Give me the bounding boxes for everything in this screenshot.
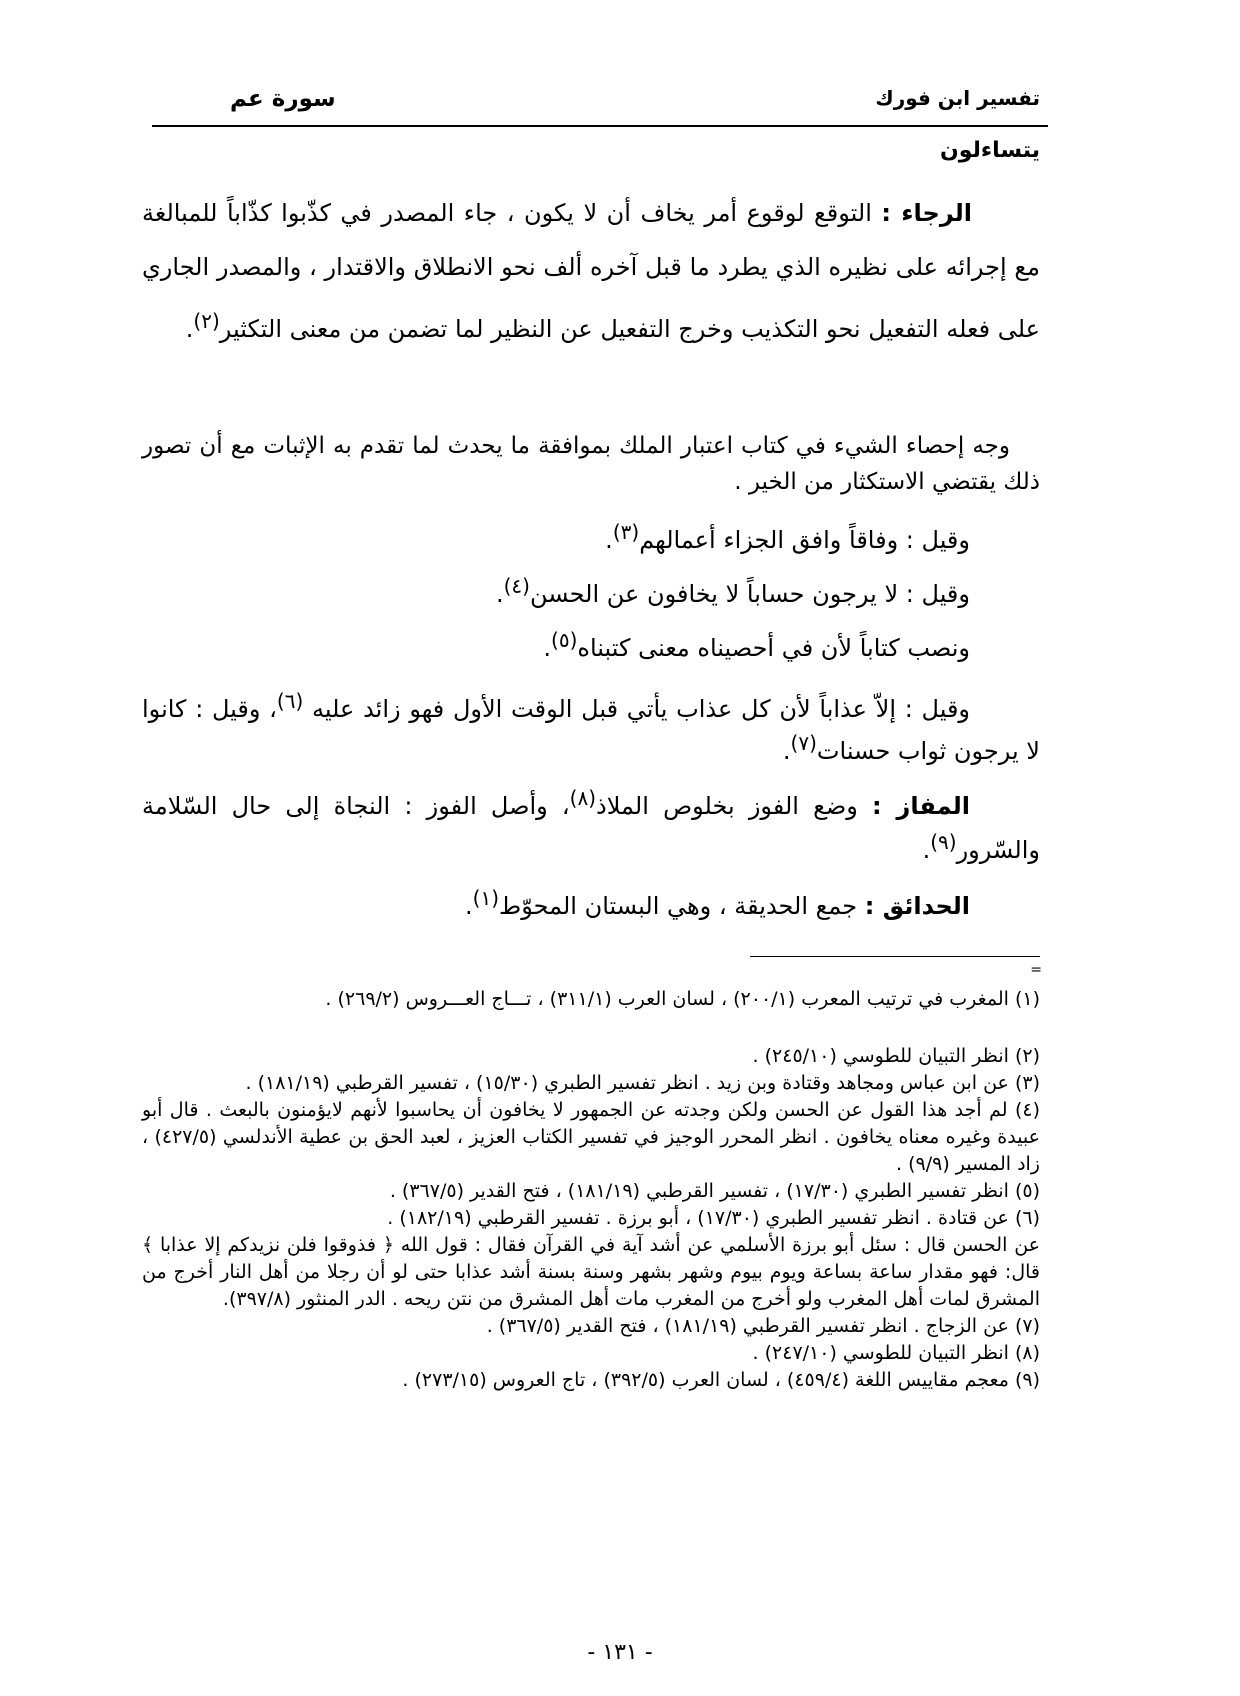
header-rule <box>152 125 1048 127</box>
paragraph-text: ، وقيل : كانوا لا يرجون ثواب حسنات <box>142 695 1040 765</box>
line-kitab: ونصب كتاباً لأن في أحصيناه معنى كتبناه$^{(٥)}$. <box>543 628 970 662</box>
paragraph-mafaz: المفاز : وضع الفوز بخلوص الملاذ$^{(٨)}$، وأصل الفوز : النجاة إلى حال السّلامة والسّرور$^{(٩)}$. <box>142 786 1040 864</box>
footnote-number: (٢) <box>1014 1045 1040 1067</box>
footnote-6-continuation <box>142 1232 1040 1313</box>
footnote-ref: (١) <box>472 886 499 910</box>
line-wifaq: وقيل : وفاقاً وافق الجزاء أعمالهم$^{(٣)}$. <box>605 520 970 554</box>
paragraph-text: وقيل : إلاّ عذاباً لأن كل عذاب يأتي قبل الوقت الأول فهو زائد عليه <box>303 695 970 723</box>
term-raja: الرجاء : <box>881 199 972 227</box>
footnote-number: (٤) <box>1014 1099 1040 1121</box>
footnote-text: لم أجد هذا القول عن الحسن ولكن وجدته عن الجمهور لا يخافون أن يحاسبوا لأنهم لايؤمنون بالبعث . قال أبو عبيدة وغيره معناه يخافون . انظر المحرر الوجيز في تفسير الكتاب العزيز ، لعبد الحق بن عطية الأندلسي (٤٢٧/٥) ، زاد المسير (٩/٩) . <box>142 1099 1041 1175</box>
footnote-number: (٧) <box>1014 1315 1040 1337</box>
footnote-7 <box>142 1313 1040 1340</box>
running-header-surah-title: سورة عم <box>230 86 336 112</box>
footnote-ref: (٦) <box>276 689 304 713</box>
footnote-number: (٥) <box>1014 1180 1040 1202</box>
footnote-ref: (٩) <box>930 830 957 854</box>
line-text: وقيل : وفاقاً وافق الجزاء أعمالهم <box>639 526 970 554</box>
footnote-ref: (٢) <box>193 309 220 333</box>
footnote-separator <box>750 956 1040 957</box>
footnote-ref: (٥) <box>551 628 578 652</box>
paragraph-raja: الرجاء : التوقع لوقوع أمر يخاف أن لا يكون ، جاء المصدر في كذّبوا كذّاباً للمبالغة مع إجرائه على نظيره الذي يطرد ما قبل آخره ألف نحو الانطلاق والاقتدار ، والمصدر الجاري على فعله التفعيل نحو التكذيب وخرج التفعيل عن النظير لما تضمن من معنى التكثير$^{(٢)}$. <box>142 199 1040 343</box>
footnote-text: انظر تفسير الطبري (١٧/٣٠) ، تفسير القرطبي (١٨١/١٩) ، فتح القدير (٣٦٧/٥) . <box>389 1180 1009 1202</box>
footnote-8 <box>142 1340 1040 1367</box>
footnote-1 <box>142 986 1040 1013</box>
footnote-text: انظر التبيان للطوسي (٢٤٥/١٠) . <box>752 1045 1009 1067</box>
footnote-text: عن الحسن قال : سئل أبو برزة الأسلمي عن أشد آية في القرآن فقال : قول الله ﴿ فذوقوا فلن نزيدكم إلا عذابا ﴾ قال: فهو مقدار ساعة بساعة ويوم بيوم وشهر بشهر وسنة بسنة أشد عذابا حتى لو أن رجلا من أهل النار أخرج من المشرق لمات أهل المغرب ولو أخرج من المغرب مات أهل المشرق من نتن ريحه . الدر المنثور (٣٩٧/٨). <box>142 1234 1040 1310</box>
footnote-number: (٨) <box>1014 1342 1040 1364</box>
paragraph-text: وضع الفوز بخلوص الملاذ <box>596 792 873 820</box>
footnote-ref: (٤) <box>503 574 530 598</box>
line-text: ونصب كتاباً لأن في أحصيناه معنى كتبناه <box>577 634 970 662</box>
line-text: جمع الحديقة ، وهي البستان المحوّط <box>499 892 865 920</box>
paragraph-text: ، وأصل الفوز : النجاة إلى حال السّلامة والسّرور <box>142 792 1040 864</box>
footnote-text: انظر التبيان للطوسي (٢٤٧/١٠) . <box>752 1342 1009 1364</box>
line-text: وقيل : لا يرجون حساباً لا يخافون عن الحسن <box>529 580 970 608</box>
line-hadaiq: الحدائق : جمع الحديقة ، وهي البستان المحوّط$^{(١)}$. <box>464 886 970 920</box>
footnote-number: (٩) <box>1014 1369 1040 1391</box>
word-title: يتساءلون <box>940 138 1040 163</box>
term-hadaiq: الحدائق : <box>864 892 970 920</box>
footnote-5 <box>142 1178 1040 1205</box>
paragraph-ihsa: وجه إحصاء الشيء في كتاب اعتبار الملك بموافقة ما يحدث لما تقدم به الإثبات مع أن تصور ذلك يقتضي الاستكثار من الخير . <box>142 433 1040 495</box>
footnote-number: (٣) <box>1014 1072 1040 1094</box>
page-number: - ١٣١ - <box>587 1640 653 1665</box>
footnote-text: عن ابن عباس ومجاهد وقتادة وبن زيد . انظر تفسير الطبري (١٥/٣٠) ، تفسير القرطبي (١٨١/١٩) . <box>245 1072 1009 1094</box>
footnote-ref: (٨) <box>569 786 597 810</box>
footnote-ref: (٣) <box>612 520 640 544</box>
footnote-6 <box>142 1205 1040 1232</box>
footnote-3 <box>142 1070 1040 1097</box>
footnote-text: عن قتادة . انظر تفسير الطبري (١٧/٣٠) ، أبو برزة . تفسير القرطبي (١٨٢/١٩) . <box>387 1207 1009 1229</box>
line-hisab: وقيل : لا يرجون حساباً لا يخافون عن الحسن$^{(٤)}$. <box>495 574 970 608</box>
running-header-book-title: تفسير ابن فورك <box>875 86 1040 110</box>
footnotes <box>142 986 1040 1394</box>
footnote-text: عن الزجاج . انظر تفسير القرطبي (١٨١/١٩) ، فتح القدير (٣٦٧/٥) . <box>486 1315 1009 1337</box>
footnote-text: المغرب في ترتيب المعرب (٢٠٠/١) ، لسان العرب (٣١١/١) ، تـــاج العـــروس (٢٦٩/٢) . <box>325 988 1009 1010</box>
paragraph-text: التوقع لوقوع أمر يخاف أن لا يكون ، جاء المصدر في كذّبوا كذّاباً للمبالغة مع إجرائه على نظيره الذي يطرد ما قبل آخره ألف نحو الانطلاق والاقتدار ، والمصدر الجاري على فعله التفعيل نحو التكذيب وخرج التفعيل عن النظير لما تضمن من معنى التكثير <box>142 199 1040 343</box>
footnote-9 <box>142 1367 1040 1394</box>
footnote-4 <box>142 1097 1040 1178</box>
term-mafaz: المفاز : <box>872 792 970 820</box>
footnote-continuation-mark: = <box>1030 962 1042 978</box>
paragraph-adhab: وقيل : إلاّ عذاباً لأن كل عذاب يأتي قبل الوقت الأول فهو زائد عليه $^{(٦)}$، وقيل : كانوا لا يرجون ثواب حسنات$^{(٧)}$. <box>142 689 1040 765</box>
footnote-2 <box>142 1043 1040 1070</box>
footnote-text: معجم مقاييس اللغة (٤٥٩/٤) ، لسان العرب (٣٩٢/٥) ، تاج العروس (٢٧٣/١٥) . <box>402 1369 1009 1391</box>
footnote-ref: (٧) <box>790 731 817 755</box>
footnote-number: (١) <box>1014 988 1040 1010</box>
footnote-number: (٦) <box>1014 1207 1040 1229</box>
